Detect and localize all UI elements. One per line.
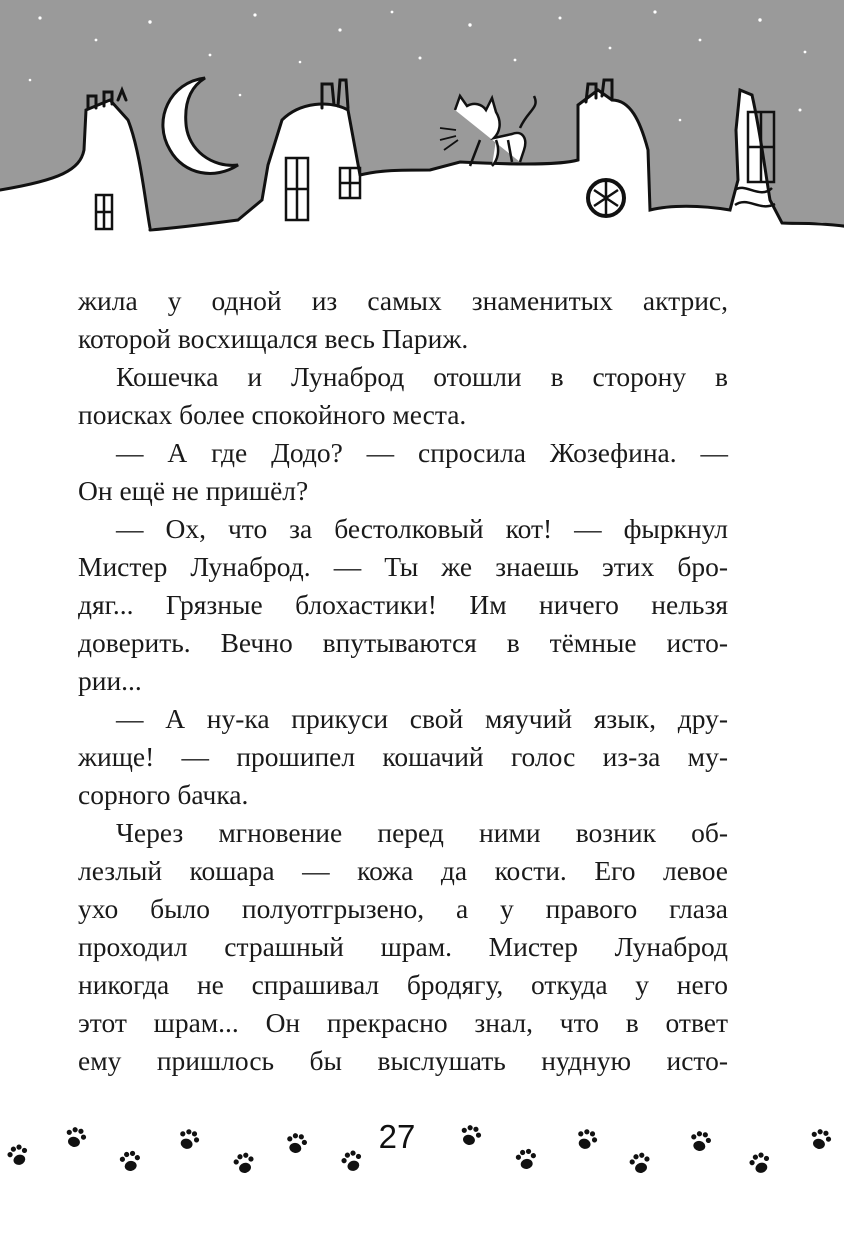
paw-icon: [628, 1151, 653, 1175]
text-line: Он ещё не пришёл?: [78, 475, 309, 506]
paragraph: [78, 700, 728, 814]
paragraph: [78, 814, 728, 1080]
text-line: которой восхищался весь Париж.: [78, 323, 469, 354]
text-line: проходил страшный шрам. Мистер Лунаброд: [78, 931, 728, 962]
text-line: жище! — прошипел кошачий голос из-за му-: [78, 741, 728, 772]
text-line: рии...: [78, 665, 142, 696]
page-number: 27: [378, 1118, 416, 1155]
text-line: поисках более спокойного места.: [78, 399, 467, 430]
text-line: Через мгновение перед ними возник об-: [116, 817, 728, 848]
text-line: — А ну-ка прикуси свой мяучий язык, дру-: [116, 703, 728, 734]
text-line: доверить. Вечно впутываются в тёмные исто-: [78, 627, 728, 658]
paw-icon: [689, 1130, 712, 1153]
paw-icon: [458, 1123, 483, 1147]
paragraph: [78, 434, 728, 510]
text-line: — Ох, что за бестолковый кот! — фыркнул: [116, 513, 728, 544]
text-line: этот шрам... Он прекрасно знал, что в ответ: [78, 1007, 728, 1038]
paw-icon: [574, 1127, 600, 1152]
paragraph: [78, 282, 728, 358]
paw-icon: [515, 1148, 538, 1171]
text-line: сорного бачка.: [78, 779, 249, 810]
paw-icon: [63, 1125, 88, 1149]
text-line: дяг... Грязные блохастики! Им ничего нельзя: [78, 589, 728, 620]
paragraph: [78, 358, 728, 434]
paragraph: [78, 510, 728, 700]
text-line: Кошечка и Лунаброд отошли в сторону в: [116, 361, 728, 392]
paw-icon: [176, 1127, 202, 1152]
paw-icon: [808, 1127, 833, 1151]
text-line: Мистер Лунаброд. — Ты же знаешь этих бро-: [78, 551, 728, 582]
night-sky: [0, 0, 844, 228]
paw-icon: [5, 1142, 31, 1167]
paw-icon: [119, 1150, 142, 1173]
paw-prints-border: [0, 1110, 844, 1190]
text-line: жила у одной из самых знаменитых актрис,: [78, 285, 728, 316]
text-line: лезлый кошара — кожа да кости. Его левое: [78, 855, 728, 886]
paw-icon: [747, 1150, 773, 1175]
body-text: [78, 282, 728, 1080]
text-line: ему пришлось бы выслушать нудную исто-: [78, 1045, 728, 1076]
paw-icon: [339, 1148, 365, 1173]
text-line: — А где Додо? — спросила Жозефина. —: [116, 437, 728, 468]
rooftops-illustration: [0, 0, 844, 260]
text-line: ухо было полуотгрызено, а у правого глаза: [78, 893, 728, 924]
paw-icon: [232, 1151, 257, 1175]
paw-icon: [285, 1132, 308, 1155]
text-line: никогда не спрашивал бродягу, откуда у него: [78, 969, 728, 1000]
